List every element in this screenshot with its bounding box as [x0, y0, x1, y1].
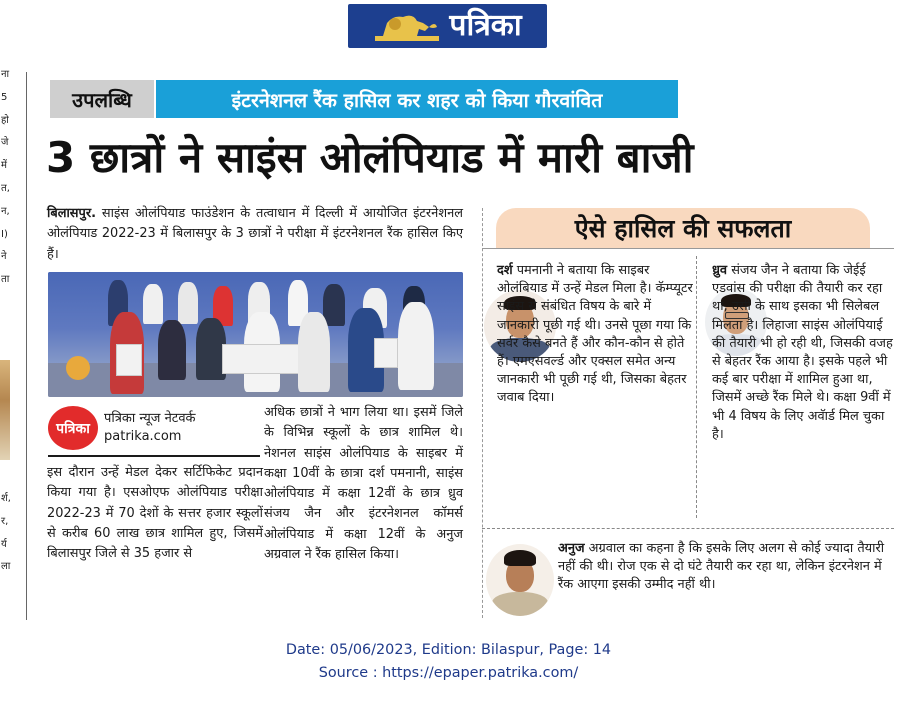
sidebox-divider — [482, 528, 894, 530]
fragment-line: त, — [1, 182, 10, 194]
masthead-logo — [348, 4, 547, 48]
footer-source: Source : https://epaper.patrika.com/ — [318, 665, 579, 681]
body-column-2: अधिक छात्रों ने भाग लिया था। इसमें जिले के विभिन्न स्कूलों के छात्र शामिल थे। नेशनल साइंस ओलंपियाड के साइबर में कक्षा 10वीं के छात्रा दर्श पमनानी, साइंस ओलंपियाड में कक्षा 12वीं के छात्र ध्रुव संजय जैन और इंटरनेशनल कॉमर्स ओलंपियाड में कक्षा 12वीं के अनुज अग्रवाल ने रैंक हासिल किया। — [264, 405, 463, 563]
sidebox-title: ऐसे हासिल की सफलता — [496, 208, 870, 248]
dhruv-quote — [712, 262, 894, 444]
dhruv-text: संजय जैन ने बताया कि जेईई एडवांस की परीक्षा की तैयारी कर रहा था, उसी के साथ इसका भी सिलेबल मिलता है। लिहाजा साइंस ओलंपियाई की तैयारी भी हो रही थी, जिसकी वजह से बेहतर रैंक आया है। इसके पहले भी कई बार परीक्षा में शामिल हुआ था, जिसमें अच्छे रैंक मिले थे। कक्षा 9वीं में भी 4 विषय के लिए अवॅार्ड मिल चुका है। — [712, 263, 893, 442]
darsh-quote — [497, 262, 693, 408]
fragment-photo — [0, 360, 10, 460]
fragment-line: जे — [1, 137, 9, 149]
headline: 3 छात्रों ने साइंस ओलंपियाड में मारी बाजी — [46, 133, 694, 182]
adjacent-article-fragment — [0, 64, 12, 604]
award-ceremony-photo — [48, 272, 463, 397]
anuj-quote — [558, 540, 888, 595]
fragment-line: न, — [1, 205, 10, 217]
sidebox-rule — [482, 248, 894, 249]
fragment-line: र्य — [1, 538, 7, 550]
byline-network: पत्रिका न्यूज नेटवर्क — [104, 411, 196, 426]
body-column-1: इस दौरान उन्हें मेडल देकर सर्टिफिकेट प्रदान किया गया है। एसओएफ ओलंपियाड परीक्षा 2022-23 में 70 देशों के सत्तर हजार स्कूलों से करीब 60 लाख छात्र शामिल हुए, जिसमें बिलासपुर जिले से 35 हजार से — [47, 465, 263, 562]
masthead-title: पत्रिका — [449, 8, 522, 43]
subheadline: इंटरनेशनल रैंक हासिल कर शहर को किया गौरवांवित — [156, 80, 678, 118]
fragment-line: ला — [1, 561, 11, 573]
fragment-line: में — [1, 160, 7, 172]
fragment-line: ने — [1, 251, 7, 263]
lion-emblem-icon — [373, 9, 441, 43]
dateline: बिलासपुर. — [47, 206, 96, 221]
fragment-line: ता — [1, 274, 10, 286]
byline — [48, 406, 260, 450]
lead-paragraph — [47, 204, 463, 265]
fragment-line: हो — [1, 114, 9, 126]
anuj-text: अग्रवाल का कहना है कि इसके लिए अलग से कोई ज्यादा तैयारी नहीं की थी। रोज एक से दो घंटे तैयारी कर रहा था, लेकिन इंटरनेशन में रैंक आएगा इसकी उम्मीद नहीं थी। — [558, 541, 885, 593]
fragment-line: ना — [1, 69, 10, 80]
kicker-label: उपलब्धि — [50, 80, 154, 118]
patrika-logo: पत्रिका — [48, 406, 98, 450]
darsh-name: दर्श — [497, 263, 513, 278]
lead-text: साइंस ओलंपियाड फाउंडेशन के तत्वाधान में दिल्ली में आयोजित इंटरनेशनल ओलंपियाड 2022-23 में बिलासपुर के 3 छात्रों ने परीक्षा में इंटरनेशनल रैंक हासिल किए हैं। — [47, 206, 463, 262]
fragment-line: 5 — [1, 91, 8, 103]
darsh-text: पमनानी ने बताया कि साइबर ओलंबियाड में उन्हें मेडल मिला है। कॅम्प्यूटर साइंस से संबंधित विषय के बारे में जानकारी पूछी गई थी। उनसे पूछा गया कि सर्वर कैसे बनते हैं और कौन-कौन से होते हैं। एमएसवर्ल्ड और एक्सल समेत अन्य जानकारी भी पूछी गई थी, जिसका बेहतर जवाब दिया। — [497, 263, 693, 406]
dhruv-name: ध्रुव — [712, 263, 728, 278]
sidebox-border — [482, 208, 484, 618]
anuj-name: अनुज — [558, 541, 585, 556]
fragment-line: र्श, — [1, 493, 11, 504]
fragment-line: I) — [1, 228, 8, 240]
sidebox-divider — [696, 256, 698, 518]
fragment-line: र, — [1, 515, 9, 527]
byline-rule — [48, 455, 260, 457]
byline-site: patrika.com — [104, 429, 182, 444]
column-divider — [26, 72, 27, 620]
anuj-portrait — [486, 544, 554, 616]
footer-date-edition: Date: 05/06/2023, Edition: Bilaspur, Page: 14 — [285, 642, 612, 658]
